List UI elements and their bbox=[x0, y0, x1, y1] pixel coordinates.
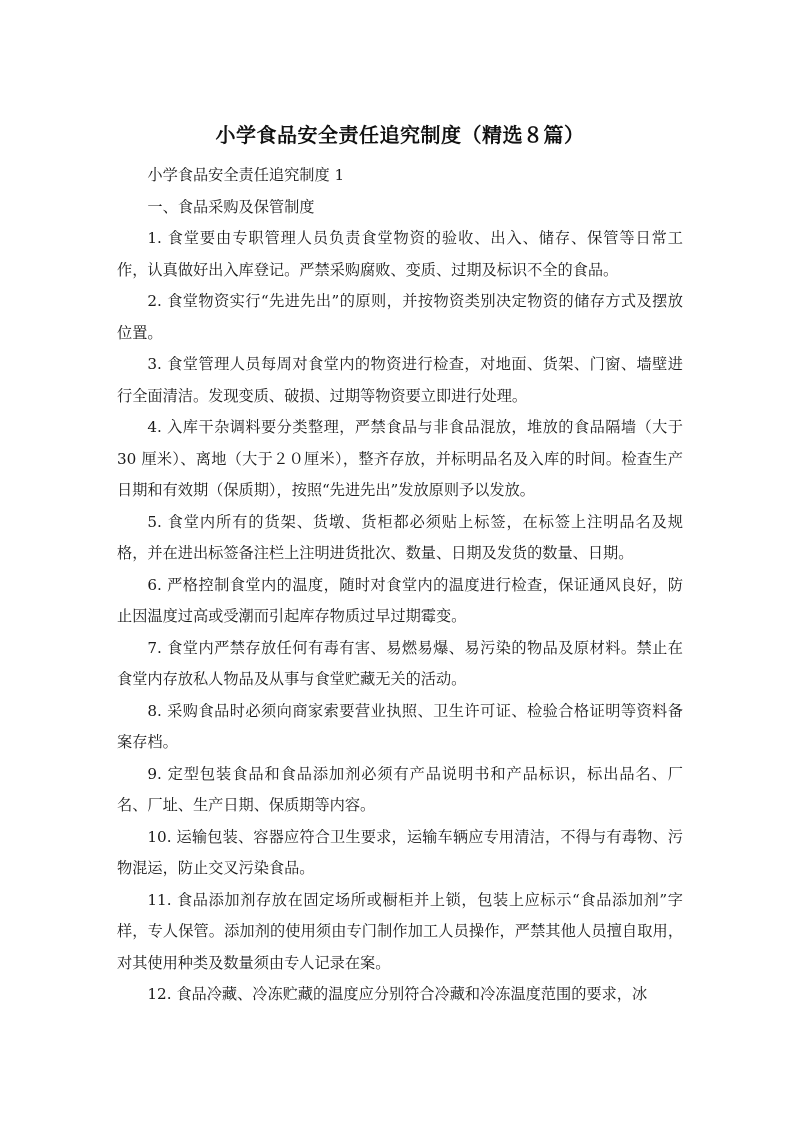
section-heading: 一、食品采购及保管制度 bbox=[147, 197, 315, 216]
paragraph-4: 4. 入库干杂调料要分类整理，严禁食品与非食品混放，堆放的食品隔墙（大于 30 厘米）、离地（大于２０厘米），整齐存放，并标明品名及入库的时间。检查生产日期和有效期（保质期），按照“先进先出”发放原则予以发放。 bbox=[117, 418, 683, 499]
document-subtitle: 小学食品安全责任追究制度 1 bbox=[147, 166, 345, 184]
paragraph-12: 12. 食品冷藏、冷冻贮藏的温度应分别符合冷藏和冷冻温度范围的要求，冰 bbox=[147, 985, 648, 1003]
paragraph-6: 6. 严格控制食堂内的温度，随时对食堂内的温度进行检查，保证通风良好，防止因温度过高或受潮而引起库存物质过早过期霉变。 bbox=[117, 575, 683, 625]
paragraph-8: 8. 采购食品时必须向商家索要营业执照、卫生许可证、检验合格证明等资料备案存档。 bbox=[117, 701, 683, 751]
paragraph-1: 1. 食堂要由专职管理人员负责食堂物资的验收、出入、储存、保管等日常工作，认真做好出入库登记。严禁采购腐败、变质、过期及标识不全的食品。 bbox=[117, 229, 683, 279]
paragraph-11: 11. 食品添加剂存放在固定场所或橱柜并上锁，包装上应标示“食品添加剂”字样，专人保管。添加剂的使用须由专门制作加工人员操作，严禁其他人员擅自取用，对其使用种类及数量须由专人记录在案。 bbox=[117, 890, 683, 972]
paragraph-7: 7. 食堂内严禁存放任何有毒有害、易燃易爆、易污染的物品及原材料。禁止在食堂内存放私人物品及从事与食堂贮藏无关的活动。 bbox=[117, 638, 683, 688]
paragraph-9: 9. 定型包装食品和食品添加剂必须有产品说明书和产品标识，标出品名、厂名、厂址、生产日期、保质期等内容。 bbox=[117, 764, 683, 814]
document-body bbox=[117, 160, 683, 1011]
paragraph-10: 10. 运输包装、容器应符合卫生要求，运输车辆应专用清洁，不得与有毒物、污物混运，防止交叉污染食品。 bbox=[117, 827, 683, 877]
paragraph-2: 2. 食堂物资实行“先进先出”的原则，并按物资类别决定物资的储存方式及摆放位置。 bbox=[117, 292, 683, 342]
document-title: 小学食品安全责任追究制度（精选８篇） bbox=[215, 123, 585, 147]
paragraph-3: 3. 食堂管理人员每周对食堂内的物资进行检查，对地面、货架、门窗、墙壁进行全面清洁。发现变质、破损、过期等物资要立即进行处理。 bbox=[117, 355, 683, 405]
paragraph-5: 5. 食堂内所有的货架、货墩、货柜都必须贴上标签，在标签上注明品名及规格，并在进出标签备注栏上注明进货批次、数量、日期及发货的数量、日期。 bbox=[117, 512, 683, 562]
